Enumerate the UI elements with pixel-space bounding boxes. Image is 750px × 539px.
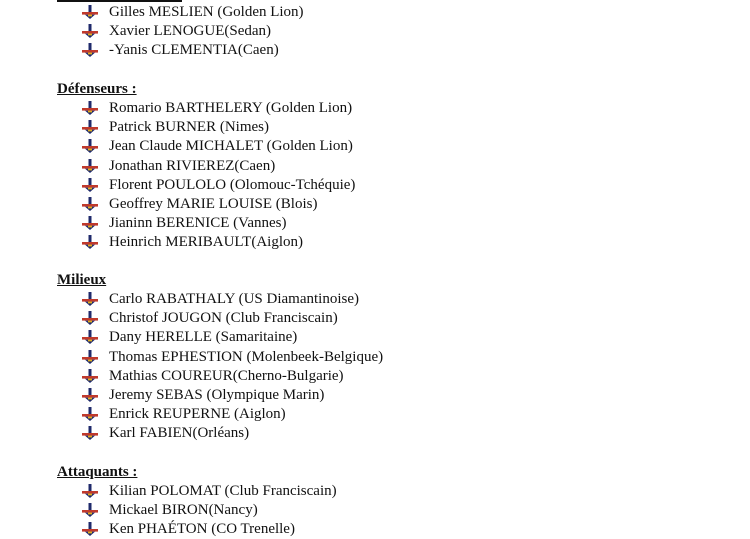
player-name: Ken PHAÉTON (CO Trenelle) xyxy=(109,521,295,538)
arrow-down-bullet-icon xyxy=(82,24,98,38)
arrow-down-bullet-icon xyxy=(82,407,98,421)
arrow-down-bullet-icon xyxy=(82,120,98,134)
arrow-down-bullet-icon xyxy=(82,484,98,498)
player-name: Jeremy SEBAS (Olympique Marin) xyxy=(109,387,325,403)
player-name: Carlo RABATHALY (US Diamantinoise) xyxy=(109,291,359,307)
arrow-down-bullet-icon xyxy=(82,178,98,192)
arrow-down-bullet-icon xyxy=(82,503,98,517)
arrow-down-bullet-icon xyxy=(82,292,98,306)
player-name: Jianinn BERENICE (Vannes) xyxy=(109,215,287,232)
player-name: -Yanis CLEMENTIA(Caen) xyxy=(109,42,279,59)
player-name: Kilian POLOMAT (Club Franciscain) xyxy=(109,483,337,499)
arrow-down-bullet-icon xyxy=(82,5,98,19)
arrow-down-bullet-icon xyxy=(82,197,98,211)
player-name: Jonathan RIVIEREZ(Caen) xyxy=(109,157,276,174)
arrow-down-bullet-icon xyxy=(82,101,98,115)
player-name: Dany HERELLE (Samaritaine) xyxy=(109,329,298,346)
player-name: Geoffrey MARIE LOUISE (Blois) xyxy=(109,196,318,212)
arrow-down-bullet-icon xyxy=(82,43,98,57)
player-name: Christof JOUGON (Club Franciscain) xyxy=(109,310,338,327)
arrow-down-bullet-icon xyxy=(82,139,98,153)
arrow-down-bullet-icon xyxy=(82,235,98,249)
player-name: Karl FABIEN(Orléans) xyxy=(109,425,250,442)
player-name: Patrick BURNER (Nimes) xyxy=(109,119,269,136)
player-name: Mickael BIRON(Nancy) xyxy=(109,502,258,519)
section-heading: Défenseurs : xyxy=(57,81,137,97)
arrow-down-bullet-icon xyxy=(82,522,98,536)
arrow-down-bullet-icon xyxy=(82,426,98,440)
arrow-down-bullet-icon xyxy=(82,311,98,325)
player-name: Florent POULOLO (Olomouc-Tchéquie) xyxy=(109,176,356,193)
arrow-down-bullet-icon xyxy=(82,216,98,230)
arrow-down-bullet-icon xyxy=(82,350,98,364)
arrow-down-bullet-icon xyxy=(82,330,98,344)
arrow-down-bullet-icon xyxy=(82,388,98,402)
player-name: Xavier LENOGUE(Sedan) xyxy=(109,23,272,40)
player-name: Romario BARTHELERY (Golden Lion) xyxy=(109,100,353,116)
player-name: Enrick REUPERNE (Aiglon) xyxy=(109,406,286,423)
section-heading: Milieux xyxy=(57,272,107,288)
player-name: Thomas EPHESTION (Molenbeek-Belgique) xyxy=(109,348,384,365)
section-heading: Attaquants : xyxy=(57,464,138,480)
player-name: Heinrich MERIBAULT(Aiglon) xyxy=(109,234,304,251)
top-rule xyxy=(57,0,182,2)
arrow-down-bullet-icon xyxy=(82,159,98,173)
arrow-down-bullet-icon xyxy=(82,369,98,383)
player-name: Mathias COUREUR(Cherno-Bulgarie) xyxy=(109,367,344,384)
player-name: Gilles MESLIEN (Golden Lion) xyxy=(109,4,304,20)
player-name: Jean Claude MICHALET (Golden Lion) xyxy=(109,138,353,155)
